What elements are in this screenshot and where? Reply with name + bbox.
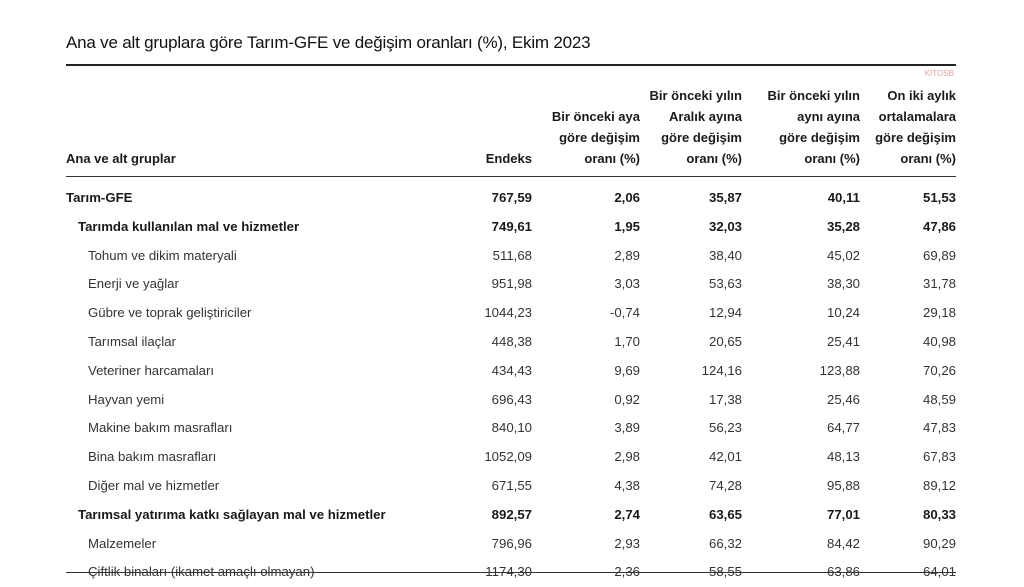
avg12-cell: 64,01 <box>922 564 956 580</box>
table-row <box>66 472 956 501</box>
avg12-cell: 29,18 <box>922 305 956 321</box>
table-row <box>66 414 956 443</box>
annual-cell: 40,11 <box>827 190 860 205</box>
index-cell: 434,43 <box>491 362 532 378</box>
index-cell: 1044,23 <box>484 305 532 321</box>
avg12-cell: 80,33 <box>922 506 956 522</box>
annual-cell: 38,30 <box>826 276 860 292</box>
row-label: Enerji ve yağlar <box>88 276 179 292</box>
row-label: Çiftlik binaları (ikamet amaçlı olmayan) <box>88 564 315 580</box>
december-cell: 53,63 <box>708 276 742 292</box>
header-line: oranı (%) <box>686 151 742 166</box>
monthly-cell: 2,93 <box>614 535 640 551</box>
row-label: Tarımda kullanılan mal ve hizmetler <box>78 218 300 234</box>
header-line: göre değişim <box>559 130 640 145</box>
december-cell: 74,28 <box>708 477 742 493</box>
row-label: Hayvan yemi <box>88 391 165 407</box>
avg12-cell: 47,86 <box>922 218 956 234</box>
monthly-cell: 4,38 <box>614 477 640 493</box>
header-line: ortalamalara <box>878 109 956 124</box>
table-header <box>66 82 956 175</box>
table-row <box>66 270 956 299</box>
december-cell: 12,94 <box>708 305 742 321</box>
header-line: oranı (%) <box>584 151 640 166</box>
index-cell: 448,38 <box>491 333 532 349</box>
index-cell: 840,10 <box>491 420 532 436</box>
row-label: Bina bakım masrafları <box>88 449 217 465</box>
row-label: Tarımsal yatırıma katkı sağlayan mal ve hizmetler <box>78 506 386 522</box>
annual-cell: 84,42 <box>826 535 860 551</box>
monthly-cell: 2,06 <box>614 190 640 205</box>
avg12-cell: 69,89 <box>922 247 956 263</box>
row-label: Tarımsal ilaçlar <box>88 333 176 349</box>
table-row <box>66 357 956 386</box>
december-cell: 42,01 <box>708 449 742 465</box>
december-cell: 124,16 <box>701 362 742 378</box>
annual-cell: 35,28 <box>826 218 860 234</box>
annual-cell: 25,41 <box>826 333 860 349</box>
table-row <box>66 530 956 559</box>
index-cell: 767,59 <box>491 190 532 205</box>
annual-cell: 45,02 <box>826 247 860 263</box>
monthly-cell: 3,89 <box>614 420 640 436</box>
index-cell: 511,68 <box>492 247 532 263</box>
watermark: KITOSB <box>924 69 954 78</box>
table-row <box>66 501 956 530</box>
header-line: Aralık ayına <box>669 109 742 124</box>
monthly-cell: 1,70 <box>614 333 640 349</box>
header-avg12 <box>836 85 956 169</box>
table-title: Ana ve alt gruplara göre Tarım-GFE ve değişim oranları (%), Ekim 2023 <box>66 33 591 52</box>
row-label: Tohum ve dikim materyali <box>88 247 237 263</box>
index-cell: 1052,09 <box>484 449 532 465</box>
annual-cell: 77,01 <box>826 506 860 522</box>
header-line: On iki aylık <box>887 88 956 103</box>
header-line: oranı (%) <box>900 151 956 166</box>
december-cell: 35,87 <box>708 190 742 205</box>
header-line: oranı (%) <box>804 151 860 166</box>
header-rule <box>66 176 956 177</box>
annual-cell: 123,88 <box>819 362 860 378</box>
avg12-cell: 67,83 <box>922 449 956 465</box>
header-line: Bir önceki aya <box>551 109 640 124</box>
table-body <box>66 184 956 587</box>
row-label: Malzemeler <box>88 535 157 551</box>
top-rule <box>66 64 956 66</box>
header-index: Endeks <box>485 151 532 166</box>
avg12-cell: 47,83 <box>922 420 956 436</box>
december-cell: 63,65 <box>708 506 742 522</box>
index-cell: 951,98 <box>491 276 532 292</box>
row-label: Diğer mal ve hizmetler <box>88 477 220 493</box>
table-row <box>66 299 956 328</box>
monthly-cell: -0,74 <box>609 305 640 321</box>
row-label: Makine bakım masrafları <box>88 420 233 436</box>
header-line: göre değişim <box>875 130 956 145</box>
monthly-cell: 2,36 <box>614 564 640 580</box>
annual-cell: 63,86 <box>826 564 860 580</box>
december-cell: 20,65 <box>708 333 742 349</box>
table-row <box>66 386 956 415</box>
index-cell: 696,43 <box>491 391 532 407</box>
december-cell: 58,55 <box>708 564 742 580</box>
row-label: Veteriner harcamaları <box>88 362 215 378</box>
avg12-cell: 90,29 <box>922 535 956 551</box>
row-label: Tarım-GFE <box>66 190 133 205</box>
index-cell: 796,96 <box>491 535 532 551</box>
bottom-rule <box>66 572 956 573</box>
december-cell: 56,23 <box>708 420 742 436</box>
december-cell: 32,03 <box>708 218 742 234</box>
header-december <box>622 85 742 169</box>
index-cell: 892,57 <box>491 506 532 522</box>
header-line: göre değişim <box>779 130 860 145</box>
header-line: Bir önceki yılın <box>767 88 860 103</box>
monthly-cell: 3,03 <box>614 276 640 292</box>
monthly-cell: 2,98 <box>614 449 640 465</box>
monthly-cell: 9,69 <box>614 362 640 378</box>
december-cell: 17,38 <box>708 391 742 407</box>
index-cell: 1174,30 <box>485 564 532 580</box>
annual-cell: 95,88 <box>826 477 860 493</box>
monthly-cell: 2,74 <box>614 506 640 522</box>
annual-cell: 48,13 <box>826 449 860 465</box>
index-cell: 671,55 <box>491 477 532 493</box>
avg12-cell: 48,59 <box>922 391 956 407</box>
monthly-cell: 2,89 <box>614 247 640 263</box>
avg12-cell: 89,12 <box>922 477 956 493</box>
header-line: aynı ayına <box>797 109 860 124</box>
december-cell: 66,32 <box>708 535 742 551</box>
annual-cell: 10,24 <box>826 305 860 321</box>
avg12-cell: 51,53 <box>922 190 956 205</box>
monthly-cell: 1,95 <box>614 218 640 234</box>
monthly-cell: 0,92 <box>614 391 640 407</box>
december-cell: 38,40 <box>708 247 742 263</box>
header-group: Ana ve alt gruplar <box>66 151 176 166</box>
avg12-cell: 70,26 <box>922 362 956 378</box>
table-row <box>66 328 956 357</box>
avg12-cell: 31,78 <box>922 276 956 292</box>
index-cell: 749,61 <box>491 218 532 234</box>
row-label: Gübre ve toprak geliştiriciler <box>88 305 252 321</box>
table-row <box>66 443 956 472</box>
table-row <box>66 213 956 242</box>
avg12-cell: 40,98 <box>922 333 956 349</box>
table-row <box>66 242 956 271</box>
annual-cell: 25,46 <box>826 391 860 407</box>
table-row <box>66 184 956 213</box>
header-line: Bir önceki yılın <box>649 88 742 103</box>
annual-cell: 64,77 <box>826 420 860 436</box>
header-line: göre değişim <box>661 130 742 145</box>
